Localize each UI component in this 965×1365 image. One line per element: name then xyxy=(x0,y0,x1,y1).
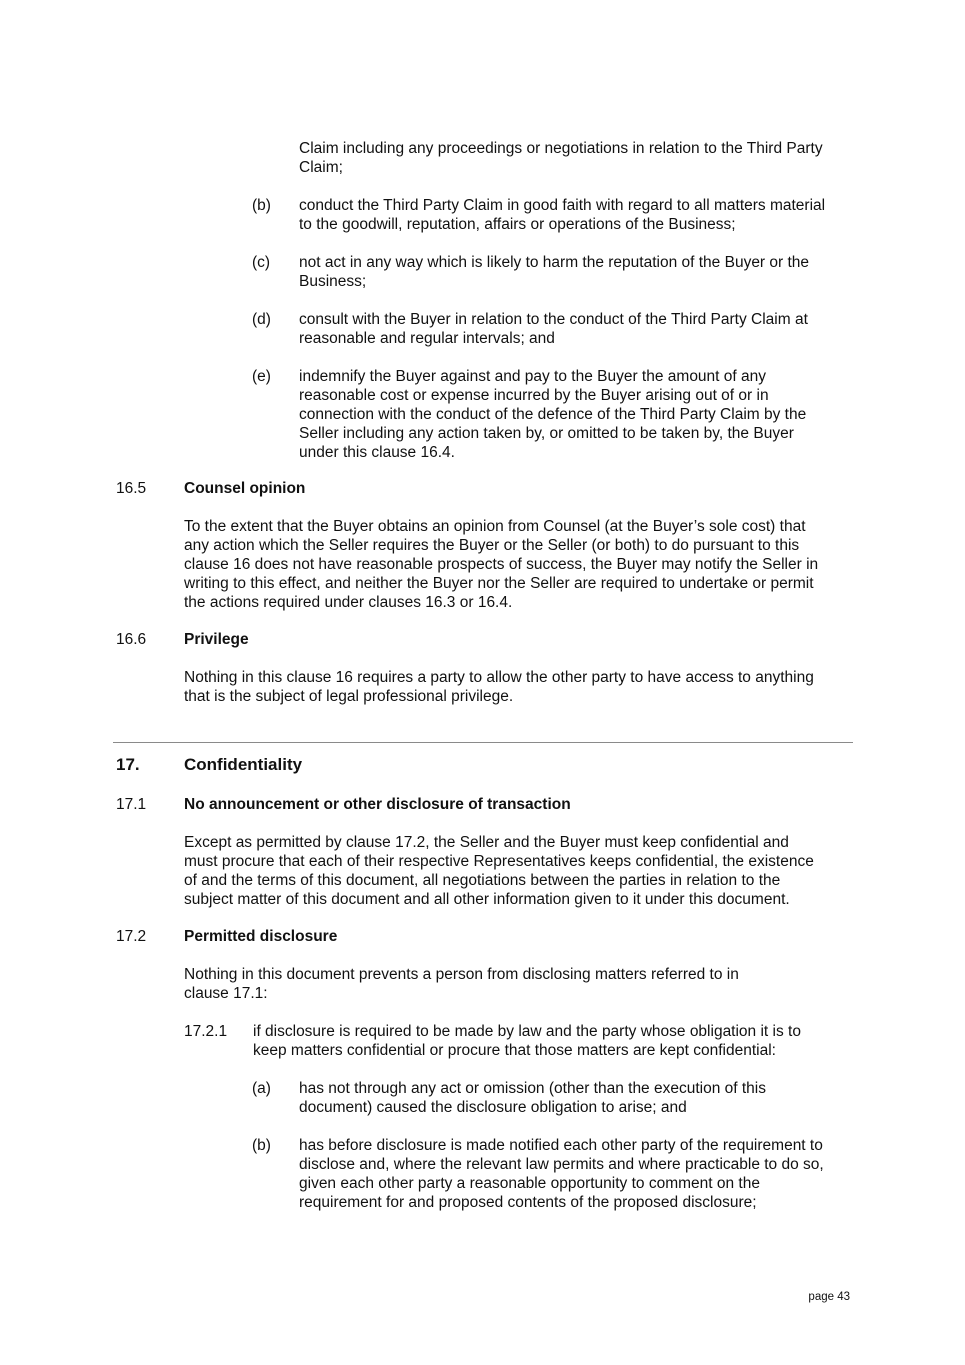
clause-number: 17.1 xyxy=(116,796,147,813)
text-line: must procure that each of their respective Representatives keeps confidential, the existence xyxy=(184,853,814,870)
text-line: document) caused the disclosure obligation to arise; and xyxy=(299,1099,687,1116)
text-line: Nothing in this clause 16 requires a party to allow the other party to have access to anything xyxy=(184,669,814,686)
clause-body xyxy=(184,833,814,909)
list-item-text xyxy=(299,196,825,234)
clause-number: 16.6 xyxy=(116,631,147,648)
clause-body xyxy=(184,517,818,612)
page-number: page 43 xyxy=(808,1291,850,1303)
continuation-paragraph xyxy=(299,139,823,177)
text-line: any action which the Seller requires the Buyer or the Seller (or both) to do pursuant to this xyxy=(184,537,800,554)
text-line: conduct the Third Party Claim in good faith with regard to all matters material xyxy=(299,197,826,214)
text-line: of and the terms of this document, all negotiations between the parties in relation to the xyxy=(184,872,781,889)
text-line: if disclosure is required to be made by law and the party whose obligation it is to xyxy=(253,1023,801,1040)
text-line: disclose and, where the relevant law permits and where practicable to do so, xyxy=(299,1156,824,1173)
text-line: Seller including any action taken by, or omitted to be taken by, the Buyer xyxy=(299,425,794,442)
subclause-body xyxy=(253,1022,801,1060)
clause-heading: Privilege xyxy=(184,631,249,648)
section-heading: Confidentiality xyxy=(184,755,303,774)
clause-number: 17.2 xyxy=(116,928,147,945)
text-line: consult with the Buyer in relation to the conduct of the Third Party Claim at xyxy=(299,311,808,328)
clause-heading: Permitted disclosure xyxy=(184,928,338,945)
text-line: has not through any act or omission (other than the execution of this xyxy=(299,1080,766,1097)
text-line: given each other party a reasonable opportunity to comment on the xyxy=(299,1175,760,1192)
text-line: writing to this effect, and neither the Buyer nor the Seller are required to undertake or permit xyxy=(184,575,814,592)
list-item-label: (b) xyxy=(252,1137,271,1154)
text-line: requirement for and proposed contents of the proposed disclosure; xyxy=(299,1194,757,1211)
text-line: indemnify the Buyer against and pay to the Buyer the amount of any xyxy=(299,368,767,385)
clause-body xyxy=(184,668,814,706)
list-item-text xyxy=(299,367,806,462)
section-divider xyxy=(113,742,853,743)
text-line: the actions required under clauses 16.3 or 16.4. xyxy=(184,594,513,611)
list-item-label: (c) xyxy=(252,254,271,271)
text-line: has before disclosure is made notified each other party of the requirement to xyxy=(299,1137,823,1154)
text-line: Except as permitted by clause 17.2, the Seller and the Buyer must keep confidential and xyxy=(184,834,789,851)
clause-heading: No announcement or other disclosure of transaction xyxy=(184,796,571,813)
text-line: clause 17.1: xyxy=(184,985,268,1002)
list-item-text xyxy=(299,1136,824,1212)
section-number: 17. xyxy=(116,755,140,774)
list-item-label: (b) xyxy=(252,197,271,214)
list-item-label: (e) xyxy=(252,368,271,385)
text-line: not act in any way which is likely to harm the reputation of the Buyer or the xyxy=(299,254,810,271)
clause-heading: Counsel opinion xyxy=(184,480,306,497)
text-line: subject matter of this document and all other information given to it under this document. xyxy=(184,891,790,908)
list-item-text xyxy=(299,253,809,291)
text-line: reasonable and regular intervals; and xyxy=(299,330,555,347)
text-line: under this clause 16.4. xyxy=(299,444,455,461)
list-item-label: (a) xyxy=(252,1080,271,1097)
text-line: to the goodwill, reputation, affairs or operations of the Business; xyxy=(299,216,736,233)
text-line: To the extent that the Buyer obtains an opinion from Counsel (at the Buyer’s sole cost) that xyxy=(184,518,806,535)
text-line: clause 16 does not have reasonable prospects of success, the Buyer may notify the Seller in xyxy=(184,556,819,573)
text-line: reasonable cost or expense incurred by the Buyer arising out of or in xyxy=(299,387,769,404)
list-item-text xyxy=(299,1079,766,1117)
text-line: Business; xyxy=(299,273,367,290)
list-item-label: (d) xyxy=(252,311,271,328)
list-item-text xyxy=(299,310,808,348)
text-line: keep matters confidential or procure that those matters are kept confidential: xyxy=(253,1042,776,1059)
text-line: connection with the conduct of the defence of the Third Party Claim by the xyxy=(299,406,807,423)
text-line: that is the subject of legal professional privilege. xyxy=(184,688,514,705)
text-line: Claim; xyxy=(299,159,343,176)
text-line: Nothing in this document prevents a person from disclosing matters referred to in xyxy=(184,966,739,983)
clause-body xyxy=(184,965,739,1003)
text-line: Claim including any proceedings or negotiations in relation to the Third Party xyxy=(299,140,823,157)
clause-number: 16.5 xyxy=(116,480,147,497)
subclause-number: 17.2.1 xyxy=(184,1023,228,1040)
